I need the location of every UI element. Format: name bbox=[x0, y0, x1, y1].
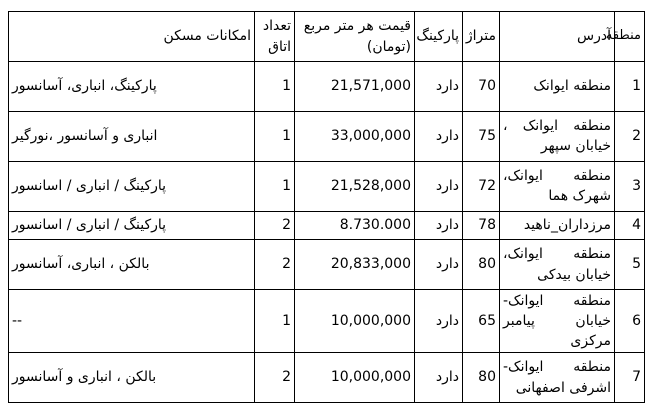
cell-parking: دارد bbox=[415, 290, 463, 353]
cell-rooms: 2 bbox=[255, 353, 295, 403]
housing-table bbox=[8, 11, 645, 403]
cell-price: 33,000,000 bbox=[295, 111, 415, 161]
amenities-text: پارکینگ، انباری، آسانسور bbox=[12, 78, 157, 95]
header-region: منطقه bbox=[615, 12, 645, 62]
cell-rooms: 1 bbox=[255, 62, 295, 112]
cell-rooms: 2 bbox=[255, 211, 295, 240]
cell-address: مرزداران_ناهید bbox=[500, 211, 615, 240]
header-row bbox=[9, 12, 645, 62]
cell-area: 80 bbox=[463, 240, 500, 290]
amenities-text: بالکن ، انباری، آسانسور bbox=[12, 256, 150, 273]
cell-address: منطقه ایوانک، شهرک هما bbox=[500, 161, 615, 211]
cell-rooms: 2 bbox=[255, 240, 295, 290]
header-amenities: امکانات مسکن bbox=[9, 12, 255, 62]
cell-amenities bbox=[9, 161, 255, 211]
cell-amenities bbox=[9, 240, 255, 290]
cell-price: 10,000,000 bbox=[295, 353, 415, 403]
cell-region: 3 bbox=[615, 161, 645, 211]
cell-amenities bbox=[9, 290, 255, 353]
table-row bbox=[9, 240, 645, 290]
cell-price: 10,000,000 bbox=[295, 290, 415, 353]
amenities-text: بالکن ، انباری و آسانسور bbox=[12, 369, 157, 386]
cell-area: 65 bbox=[463, 290, 500, 353]
table-row bbox=[9, 161, 645, 211]
table-row bbox=[9, 290, 645, 353]
cell-address: منطقه ایوانک- اشرفی اصفهانی bbox=[500, 353, 615, 403]
amenities-text: پارکینگ / انباری / اسانسور bbox=[12, 178, 167, 195]
cell-area: 78 bbox=[463, 211, 500, 240]
header-price: قیمت هر متر مربع (تومان) bbox=[295, 12, 415, 62]
cell-amenities bbox=[9, 353, 255, 403]
cell-parking: دارد bbox=[415, 62, 463, 112]
cell-region: 5 bbox=[615, 240, 645, 290]
header-rooms: تعداد اتاق bbox=[255, 12, 295, 62]
cell-region: 4 bbox=[615, 211, 645, 240]
cell-area: 75 bbox=[463, 111, 500, 161]
amenities-text: -- bbox=[12, 312, 23, 329]
header-parking: پارکینگ bbox=[415, 12, 463, 62]
cell-region: 2 bbox=[615, 111, 645, 161]
cell-parking: دارد bbox=[415, 111, 463, 161]
cell-price: 8.730.000 bbox=[295, 211, 415, 240]
cell-parking: دارد bbox=[415, 211, 463, 240]
cell-address: منطقه ایوانک-خیابان پیامبر مرکزی bbox=[500, 290, 615, 353]
cell-region: 7 bbox=[615, 353, 645, 403]
cell-price: 21,528,000 bbox=[295, 161, 415, 211]
cell-address: منطقه ایوانک bbox=[500, 62, 615, 112]
amenities-text: پارکینگ / انباری / اسانسور bbox=[12, 217, 167, 234]
cell-address: منطقه ایوانک ، خیابان سپهر bbox=[500, 111, 615, 161]
cell-rooms: 1 bbox=[255, 290, 295, 353]
cell-parking: دارد bbox=[415, 161, 463, 211]
cell-price: 20,833,000 bbox=[295, 240, 415, 290]
cell-rooms: 1 bbox=[255, 111, 295, 161]
cell-area: 80 bbox=[463, 353, 500, 403]
cell-amenities bbox=[9, 62, 255, 112]
header-area: متراژ bbox=[463, 12, 500, 62]
table-row bbox=[9, 62, 645, 112]
cell-rooms: 1 bbox=[255, 161, 295, 211]
cell-region: 1 bbox=[615, 62, 645, 112]
table-row bbox=[9, 211, 645, 240]
cell-address: منطقه ایوانک، خیابان بیدکی bbox=[500, 240, 615, 290]
cell-area: 70 bbox=[463, 62, 500, 112]
amenities-text: انباری و آسانسور ،نورگیر bbox=[12, 128, 158, 145]
cell-parking: دارد bbox=[415, 353, 463, 403]
cell-region: 6 bbox=[615, 290, 645, 353]
cell-amenities bbox=[9, 111, 255, 161]
table-row bbox=[9, 111, 645, 161]
cell-price: 21,571,000 bbox=[295, 62, 415, 112]
table-row bbox=[9, 353, 645, 403]
cell-area: 72 bbox=[463, 161, 500, 211]
cell-parking: دارد bbox=[415, 240, 463, 290]
header-address: آدرس bbox=[500, 12, 615, 62]
cell-amenities bbox=[9, 211, 255, 240]
